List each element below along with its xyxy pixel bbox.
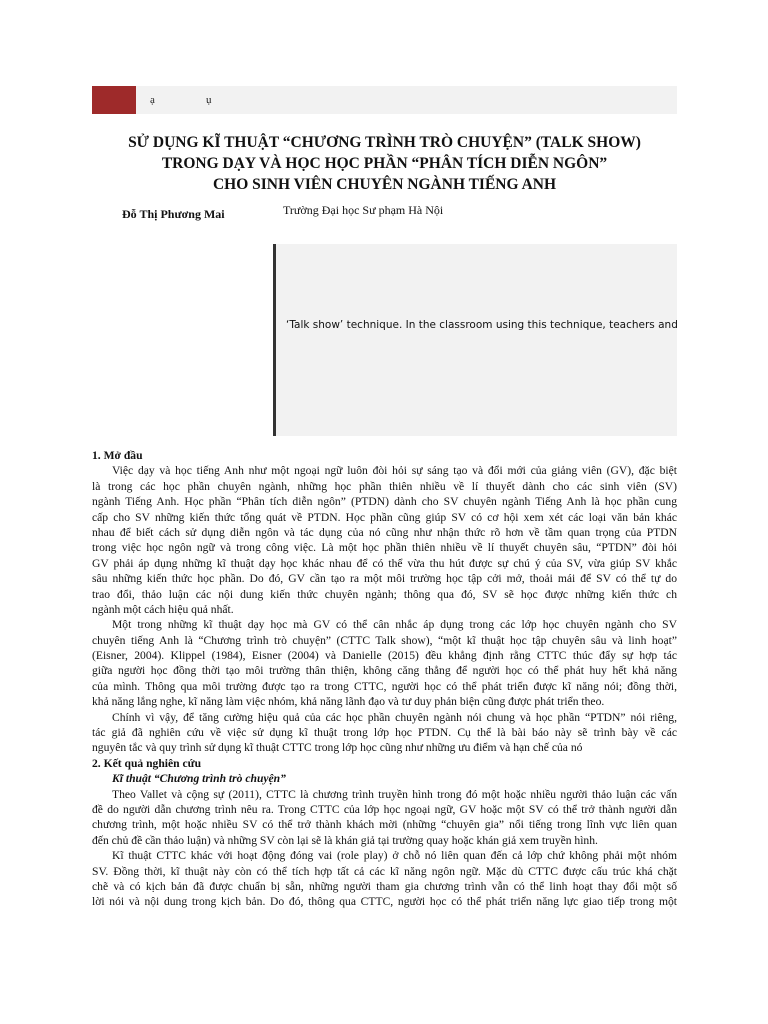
- paragraph-line: chuyên tiếng Anh là “Chương trình trò chuyện” (CTTC Talk show), “một kĩ thuật học tập chuyên sâu và linh hoạt”: [92, 633, 677, 647]
- header-char-left: ạ: [150, 94, 155, 106]
- section-heading-results: 2. Kết quả nghiên cứu: [92, 756, 202, 770]
- paragraph-line: Việc dạy và học tiếng Anh như một ngoại ngữ luôn đòi hỏi sự sáng tạo và đổi mới của giảng viên (GV), đặc biệt: [112, 464, 677, 478]
- paragraph-line: lời nói và nội dung trong kịch bản. Do đó, thông qua CTTC, người học có thể phát triển năng lực giao tiếp trong một: [92, 895, 677, 909]
- paragraph-line: là trong các học phần chuyên ngành, những học phần thiên nhiều về lí thuyết dành cho các sinh viên (SV): [92, 479, 677, 493]
- paragraph-line: SV. Đồng thời, kĩ thuật này còn có thể tích hợp tất cả các kĩ năng ngôn ngữ. Mặc dù CTTC được cấu trúc khá chặt: [92, 864, 677, 878]
- paragraph-line: trao đổi, thảo luận các nội dung kiến thức chuyên ngành; thông qua đó, SV sẽ học được những kiến thức ch: [92, 587, 677, 601]
- paragraph-line: tác giả đã nghiên cứu về việc sử dụng kĩ thuật trong lớp học PTDN. Cụ thể là bài báo này sẽ trình bày về các: [92, 726, 677, 740]
- author-name: Đỗ Thị Phương Mai: [122, 207, 225, 221]
- section-heading-intro: 1. Mở đầu: [92, 449, 143, 462]
- paragraph-line: Chính vì vậy, để tăng cường hiệu quả của các học phần chuyên ngành nói chung và học phần “PTDN” nói riêng,: [112, 710, 677, 724]
- paragraph-line: ngành một cách hiệu quả nhất.: [92, 602, 234, 616]
- paragraph-line: Một trong những kĩ thuật dạy học mà GV có thể cân nhắc áp dụng trong các lớp học chuyên ngành cho SV: [112, 618, 677, 632]
- header-band: [92, 86, 677, 114]
- paragraph-line: nguyên tắc và quy trình sử dụng kĩ thuật CTTC trong lớp học cũng như những ưu điểm và hạn chế của nó: [92, 741, 583, 755]
- paragraph-line: của mình. Thông qua môi trường được tạo ra trong CTTC, người học có thể phát triển được kĩ năng nói; đồng thời,: [92, 679, 677, 693]
- subsection-heading: Kĩ thuật “Chương trình trò chuyện”: [112, 772, 286, 786]
- abstract-box: [273, 244, 677, 436]
- paragraph-line: giữa người học đồng thời tạo môi trường thân thiện, không căng thẳng để người học có thể phát huy hết khả năng: [92, 664, 677, 678]
- paragraph-line: GV phải áp dụng những kĩ thuật dạy học khác nhau để có thể vừa thu hút được sự chú ý của SV, vừa giúp SV khắc: [92, 556, 677, 570]
- paragraph-line: sâu những kiến thức học phần. Do đó, GV cần tạo ra một môi trường học tập cởi mở, thoải mái để SV có thể tự do: [92, 572, 677, 586]
- paragraph-line: Kĩ thuật CTTC khác với hoạt động đóng vai (role play) ở chỗ nó liên quan đến cả lớp chứ không phải một nhóm: [112, 849, 677, 863]
- header-char-right: ụ: [206, 94, 212, 106]
- paper-title: [92, 132, 677, 195]
- abstract-text: ‘Talk show’ technique. In the classroom using this technique, teachers and: [286, 319, 678, 331]
- paragraph-line: (Eisner, 2004). Klippel (1984), Eisner (2004) và Danielle (2015) đều khẳng định rằng CTTC thúc đẩy sự hợp tác: [92, 649, 677, 663]
- paragraph-line: khả năng lắng nghe, kĩ năng làm việc nhóm, khả năng lãnh đạo và tư duy phản biện cũng được phát triển theo.: [92, 695, 605, 709]
- title-line-1: SỬ DỤNG KĨ THUẬT “CHƯƠNG TRÌNH TRÒ CHUYỆN” (TALK SHOW): [128, 134, 641, 151]
- header-accent-block: [92, 86, 136, 114]
- paragraph-line: ngành Tiếng Anh. Học phần “Phân tích diễn ngôn” (PTDN) dành cho SV chuyên ngành Tiếng Anh là học phần cung: [92, 495, 677, 509]
- paragraph-line: đề do người dẫn chương trình nêu ra. Trong CTTC của lớp học ngoại ngữ, GV hoặc một SV có thể trở thành người dẫn: [92, 802, 677, 816]
- paragraph-line: đến chủ đề cần thảo luận) và những SV còn lại sẽ là khán giả tại trường quay hoặc khán giả xem truyền hình.: [92, 833, 598, 847]
- paragraph-line: nhau để biết cách sử dụng diễn ngôn và tác dụng của nó cũng như nhận thức rõ hơn về tầm quan trọng của PTDN: [92, 525, 677, 539]
- paper-body: [92, 448, 677, 910]
- paragraph-line: trong việc học ngôn ngữ và trong công việc. Là một học phần thiên nhiều về lí thuyết chuyên sâu, “PTDN” đòi hỏi: [92, 541, 677, 555]
- paragraph-line: chương trình, một hoặc nhiều SV có thể trở thành khách mời (những “chuyên gia” nổi tiếng trong lĩnh vực liên quan: [92, 818, 677, 832]
- title-line-2: TRONG DẠY VÀ HỌC HỌC PHẦN “PHÂN TÍCH DIỄN NGÔN”: [161, 155, 608, 172]
- paragraph-line: chẽ và có kịch bản đã được chuẩn bị sẵn, những người tham gia chương trình vẫn có thể linh hoạt thay đổi một số: [92, 879, 677, 893]
- paragraph-line: Theo Vallet và cộng sự (2011), CTTC là chương trình truyền hình trong đó một hoặc nhiều người thảo luận các vấn: [112, 787, 677, 801]
- title-line-3: CHO SINH VIÊN CHUYÊN NGÀNH TIẾNG ANH: [212, 176, 557, 193]
- author-affiliation: Trường Đại học Sư phạm Hà Nội: [283, 203, 444, 217]
- paragraph-line: cấp cho SV những kiến thức tổng quát về PTDN. Học phần cũng giúp SV có cơ hội xem xét các loại văn bản khác: [92, 510, 677, 524]
